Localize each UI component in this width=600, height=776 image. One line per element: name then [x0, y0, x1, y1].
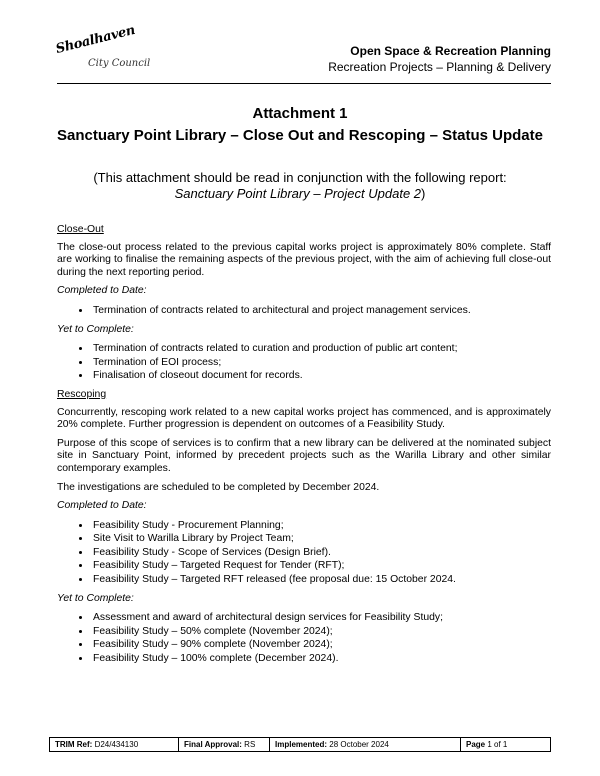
list-item: • Termination of EOI process;	[91, 356, 551, 370]
implemented-label: Implemented:	[275, 740, 328, 749]
rescoping-paragraph-2: Purpose of this scope of services is to confirm that a new library can be delivered at the nominated subject site in Sanctuary Point, informed by precedent projects such as the Warilla Library and other similar contemporary examples.	[57, 437, 551, 474]
closeout-yet-list	[57, 342, 551, 383]
closeout-completed-list	[57, 304, 551, 318]
approval-value: RS	[244, 740, 256, 749]
rescoping-yet-label: Yet to Complete:	[57, 592, 134, 604]
list-item: • Termination of contracts related to architectural and project management services.	[91, 304, 551, 318]
header-divider	[57, 83, 551, 84]
council-logo	[54, 22, 158, 76]
closeout-paragraph: The close-out process related to the previous capital works project is approximately 80% complete. Staff are working to finalise the remaining aspects of the previous project, with the aim of achieving full close-out during the next reporting period.	[57, 241, 551, 278]
page-title: Sanctuary Point Library – Close Out and Rescoping – Status Update	[57, 127, 543, 144]
document-body	[57, 224, 551, 672]
list-item: • Feasibility Study – 100% complete (December 2024).	[91, 652, 551, 666]
implemented-value: 28 October 2024	[329, 740, 389, 749]
page-value: 1 of 1	[487, 740, 508, 749]
list-item: • Site Visit to Warilla Library by Project Team;	[91, 532, 551, 546]
trim-label: TRIM Ref:	[55, 740, 93, 749]
note-line: (This attachment should be read in conjunction with the following report:	[93, 170, 507, 185]
trim-value: D24/434130	[94, 740, 139, 749]
list-item: • Feasibility Study – Targeted Request for Tender (RFT);	[91, 559, 551, 573]
department-name: Open Space & Recreation Planning	[350, 44, 551, 58]
footer-approval	[179, 738, 270, 752]
footer-trim	[50, 738, 179, 752]
closeout-yet-label: Yet to Complete:	[57, 323, 134, 335]
rescoping-completed-label: Completed to Date:	[57, 500, 147, 512]
note-reference-line	[0, 186, 600, 202]
closeout-heading: Close-Out	[57, 224, 104, 235]
list-item: • Feasibility Study – 50% complete (November 2024);	[91, 625, 551, 639]
approval-label: Final Approval:	[184, 740, 242, 749]
note-reference: Sanctuary Point Library – Project Update 2	[174, 186, 422, 201]
page-label: Page	[466, 740, 486, 749]
footer-page	[461, 738, 551, 752]
document-footer	[49, 737, 551, 752]
list-item: • Feasibility Study – 90% complete (November 2024);	[91, 638, 551, 652]
list-item: • Assessment and award of architectural design services for Feasibility Study;	[91, 611, 551, 625]
department-subtitle: Recreation Projects – Planning & Delivery	[328, 60, 551, 74]
rescoping-heading: Rescoping	[57, 388, 107, 400]
reading-note	[0, 170, 600, 202]
rescoping-paragraph-3: The investigations are scheduled to be completed by December 2024.	[57, 481, 380, 493]
list-item: • Feasibility Study - Scope of Services (Design Brief).	[91, 546, 551, 560]
list-item: • Feasibility Study - Procurement Planning;	[91, 519, 551, 533]
list-item: • Finalisation of closeout document for records.	[91, 369, 551, 383]
list-item: • Feasibility Study – Targeted RFT released (fee proposal due: 15 October 2024.	[91, 573, 551, 587]
rescoping-paragraph-1: Concurrently, rescoping work related to a new capital works project has commenced, and is approximately 20% complete. Further progression is dependent on outcomes of a Feasibility Study.	[57, 406, 551, 431]
list-item: • Termination of contracts related to curation and production of public art content;	[91, 342, 551, 356]
rescoping-completed-list	[57, 519, 551, 587]
header-text	[328, 43, 551, 75]
note-close: )	[421, 186, 426, 201]
footer-implemented	[270, 738, 461, 752]
logo-wordmark: Shoalhaven	[54, 22, 137, 57]
closeout-completed-label: Completed to Date:	[57, 285, 147, 297]
rescoping-yet-list	[57, 611, 551, 665]
logo-subtitle: City Council	[88, 58, 151, 69]
attachment-label: Attachment 1	[252, 105, 348, 122]
